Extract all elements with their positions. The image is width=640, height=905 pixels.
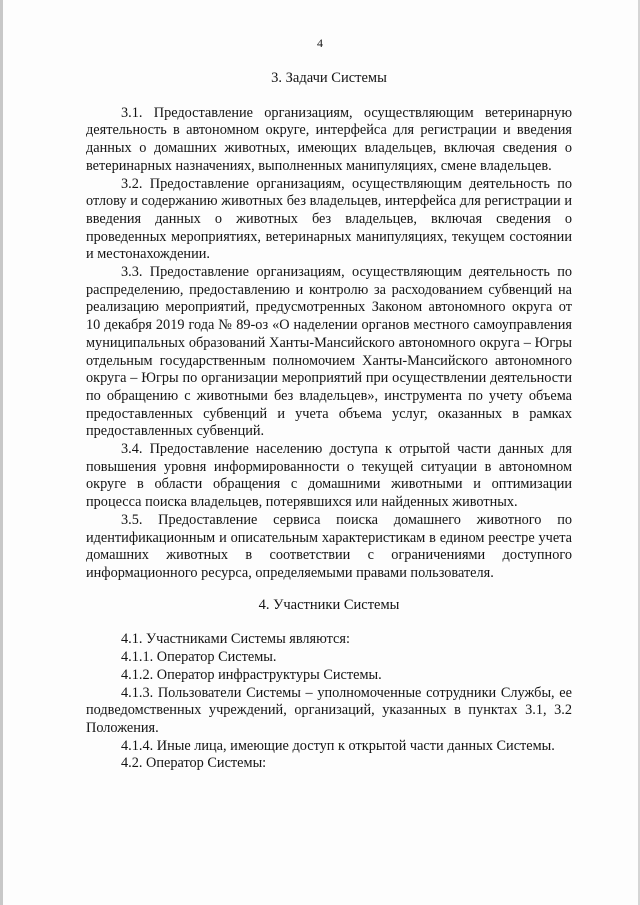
scan-edge-left [0,0,3,905]
paragraph-4-1-1: 4.1.1. Оператор Системы. [121,649,277,666]
paragraph-4-1-4: 4.1.4. Иные лица, имеющие доступ к открытой части данных Системы. [121,737,555,754]
page-number: 4 [317,36,323,50]
paragraph-4-1-2: 4.1.2. Оператор инфраструктуры Системы. [121,666,382,683]
document-body [86,70,572,773]
paragraph-3-5: 3.5. Предоставление сервиса поиска домашнего животного по идентификационным и описательным характеристикам в едином реестре учета домашних животных в соответствии с ограничениями доступного информационного ресурса, определяемыми правами пользователя. [86,511,572,581]
section-title-participants: 4. Участники Системы [258,596,400,613]
paragraph-4-1: 4.1. Участниками Системы являются: [121,631,350,648]
paragraph-3-4: 3.4. Предоставление населению доступа к отрытой части данных для повышения уровня информированности о текущей ситуации в автономном округе в области обращения с домашними животными и оптимизации процесса поиска владельцев, потерявшихся или найденных животных. [86,441,572,511]
paragraph-4-1-3: 4.1.3. Пользователи Системы – уполномоченные сотрудники Службы, ее подведомственных учреждений, организаций, указанных в пунктах 3.1, 3.2 Положения. [86,684,572,736]
paragraph-4-2: 4.2. Оператор Системы: [121,755,267,772]
section-title-tasks: 3. Задачи Системы [271,70,387,86]
paragraph-3-1: 3.1. Предоставление организациям, осуществляющим ветеринарную деятельность в автономном округе, интерфейса для регистрации и введения данных о домашних животных, имеющих владельцев, включая сведения о ветеринарных назначениях, выполненных манипуляциях, смене владельцев. [86,104,572,174]
paragraph-3-2: 3.2. Предоставление организациям, осуществляющим деятельность по отлову и содержанию животных без владельцев, интерфейса для регистрации и введения данных о животных без владельцев, включая сведения о проведенных мероприятиях, ветеринарных манипуляциях, текущем состоянии и местонахождении. [86,175,572,263]
paragraph-3-3: 3.3. Предоставление организациям, осуществляющим деятельность по распределению, предоставлению и контролю за расходованием субвенций на реализацию мероприятий, предусмотренных Законом автономного округа от 10 декабря 2019 года № 89-оз «О наделении органов местного самоуправления муниципальных образований Ханты-Мансийского автономного округа – Югры отдельным государственным полномочием Ханты-Мансийского автономного округа – Югры по организации мероприятий при осуществлении деятельности по обращению с животными без владельцев», инструмента по учету объема предоставленных субвенций и учета объема услуг, оказанных в рамках предоставленных субвенций. [86,264,572,440]
